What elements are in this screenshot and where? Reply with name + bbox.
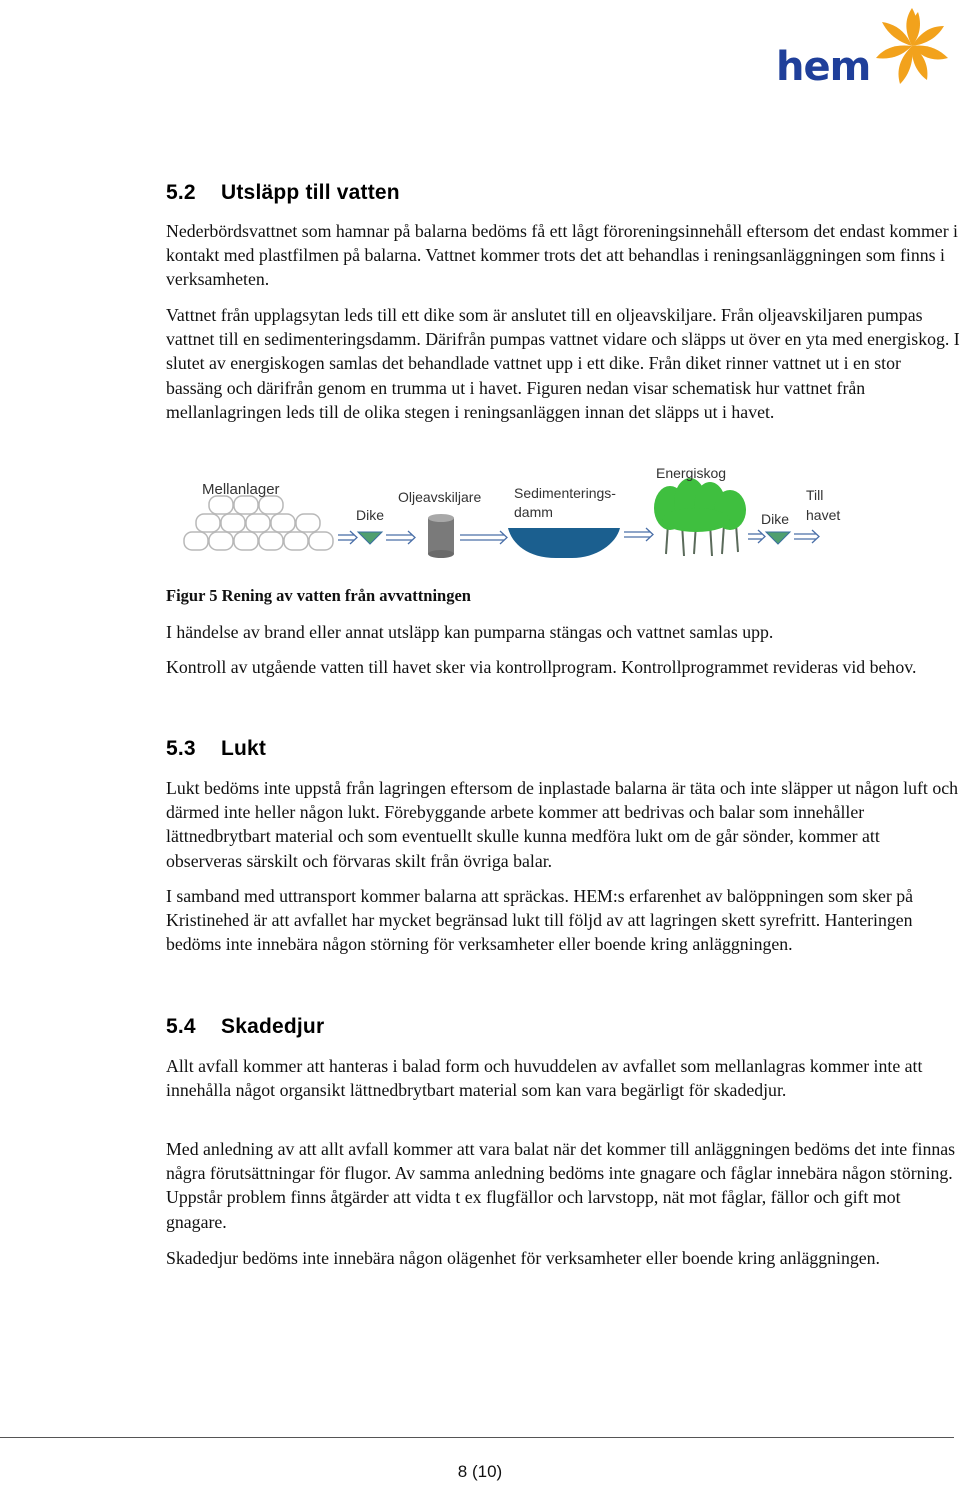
label-sedimentering-1: Sedimenterings-: [514, 485, 616, 501]
paragraph: Allt avfall kommer att hanteras i balad form och huvuddelen av avfallet som mellanlagras kommer inte att innehålla något organsikt lättnedbrytbart material som kan vara begärligt för skadedjur.: [166, 1056, 923, 1101]
logo-wordmark: hem: [776, 44, 871, 90]
hem-logo: [772, 2, 954, 100]
section-title: Utsläpp till vatten: [221, 181, 400, 204]
paragraph: I händelse av brand eller annat utsläpp kan pumparna stängas och vattnet samlas upp.: [166, 622, 774, 642]
sedimentation-pond-icon: [508, 528, 620, 558]
label-sedimentering-2: damm: [514, 504, 553, 520]
arrow-icon: [748, 530, 765, 543]
arrow-icon: [460, 531, 507, 544]
oil-separator-icon: [428, 514, 454, 558]
arrow-icon: [338, 531, 357, 544]
page-number: 8 (10): [457, 1462, 503, 1481]
section-heading-5-2: [166, 181, 400, 205]
section-heading-5-4: [166, 1015, 324, 1039]
paragraph: Med anledning av att allt avfall kommer att vara balat när det kommer till anläggningen bedöms det inte finnas några förutsättningar för flugor. Av samma anledning bedöms inte gnagare och fåglar innebära någon störning. Uppstår problem finns åtgärder att vidta t ex flugfällor och larvstopp, nät mot fåglar, fällor och gift mot gnagare.: [166, 1139, 956, 1232]
arrow-icon: [794, 530, 819, 543]
section-title: Skadedjur: [221, 1015, 325, 1038]
section-number: 5.2: [166, 181, 196, 204]
sun-flower-icon: [876, 8, 948, 84]
section-heading-5-3: [166, 737, 266, 761]
energy-forest-icon: [654, 478, 746, 556]
section-title: Lukt: [221, 737, 267, 760]
paragraph: Kontroll av utgående vatten till havet sker via kontrollprogram. Kontrollprogrammet revideras vid behov.: [166, 657, 917, 677]
section-number: 5.4: [166, 1015, 196, 1038]
footer-divider: [0, 1437, 954, 1438]
water-treatment-diagram: [176, 462, 856, 570]
label-mellanlager: Mellanlager: [202, 481, 280, 498]
label-oljeavskiljare: Oljeavskiljare: [398, 489, 482, 505]
label-dike: Dike: [761, 511, 790, 527]
paragraph: Vattnet från upplagsytan leds till ett dike som är anslutet till en oljeavskiljare. Från oljeavskiljaren pumpas vattnet till en sedimenteringsdamm. Därifrån pumpas vattnet vidare och släpps ut över en yta med energiskog. I slutet av energiskogen samlas det behandlade vattnet upp i ett dike. Från diket rinner vattnet ut i en stor bassäng och därifrån genom en trumma ut i havet. Figuren nedan visar schematisk hur vattnet från mellanlagringen leds till de olika stegen i reningsanläggen innan det släpps ut i havet.: [166, 305, 960, 422]
label-till-havet-2: havet: [806, 507, 841, 523]
label-dike: Dike: [356, 507, 385, 523]
arrow-icon: [386, 531, 415, 544]
arrow-icon: [624, 528, 653, 541]
paragraph: Nederbördsvattnet som hamnar på balarna bedöms få ett lågt föroreningsinnehåll eftersom det endast kommer i kontakt med plastfilmen på balarna. Vattnet kommer trots det att behandlas i reningsanläggningen som finns i verksamheten.: [166, 221, 958, 290]
dike-icon: [766, 532, 790, 544]
paragraph: I samband med uttransport kommer balarna att spräckas. HEM:s erfarenhet av balöppningen som sker på Kristinehed är att avfallet har mycket begränsad lukt till följd av att lagringen skett syrefritt. Hanteringen bedöms inte innebära någon störning för verksamheter eller boende kring anläggningen.: [166, 886, 914, 955]
paragraph: Lukt bedöms inte uppstå från lagringen eftersom de inplastade balarna är täta och inte släpper ut någon luft och därmed inte heller någon lukt. Förebyggande arbete kommer att bedrivas och balar som innehåller lättnedbrytbart material och som eventuellt skulle kunna medföra lukt om de går sönder, kommer att observeras särskilt och förvaras skilt från övriga balar.: [166, 778, 958, 871]
paragraph: Skadedjur bedöms inte innebära någon olägenhet för verksamheter eller boende kring anläggningen.: [166, 1248, 880, 1268]
section-number: 5.3: [166, 737, 196, 760]
label-energiskog: Energiskog: [656, 465, 727, 481]
label-till-havet-1: Till: [806, 487, 824, 503]
figure-caption: Figur 5 Rening av vatten från avvattningen: [166, 586, 471, 605]
bales-icon: [184, 496, 333, 550]
dike-icon: [358, 532, 382, 544]
